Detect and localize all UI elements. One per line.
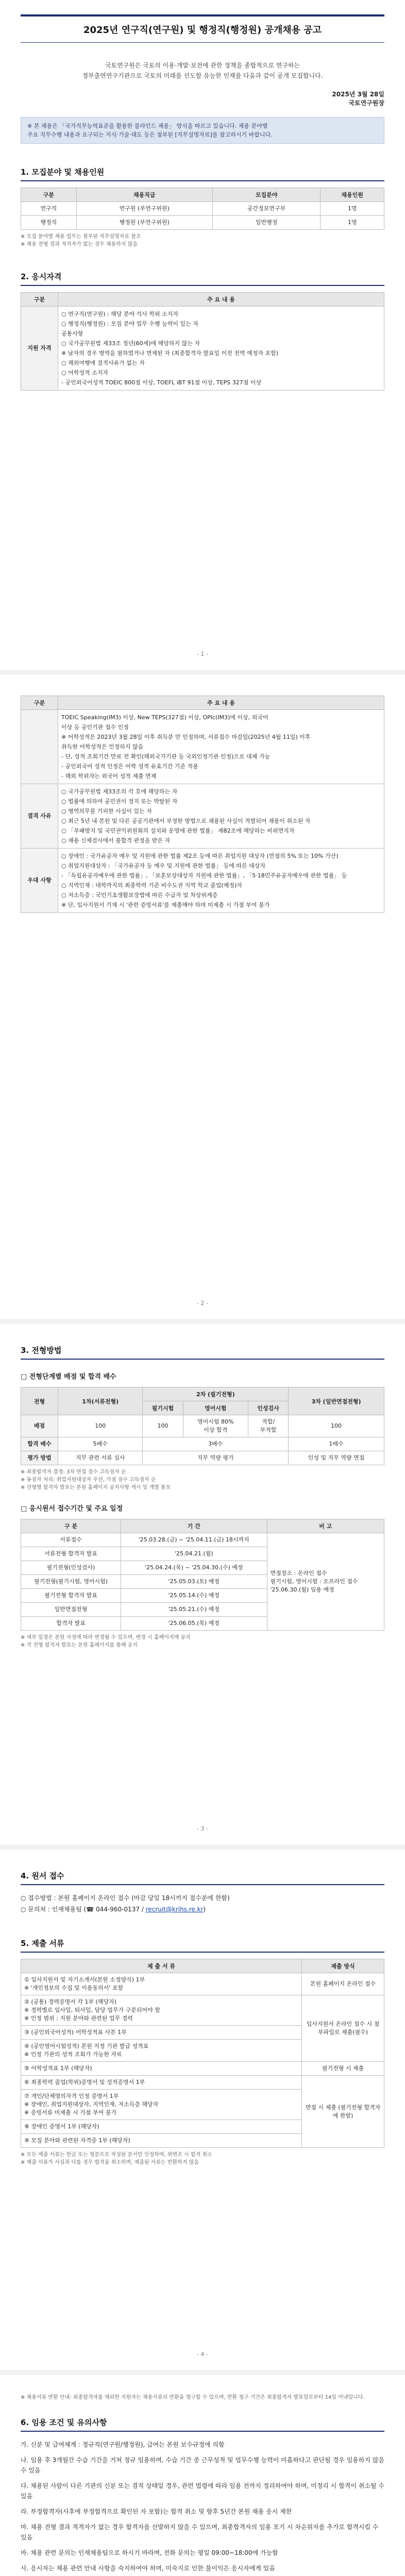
note-line: ※ 동점자 처리: 취업지원대상자 우선, 가점 점수 고득점자 순 (21, 1477, 156, 1483)
doc-cell: ⑥ 최종학력 졸업(학위)증명서 및 성적증명서 1부 (21, 2076, 302, 2090)
table-row (21, 1533, 384, 1547)
col-stage-3: 3차 (일반면접전형) (289, 1387, 384, 1415)
doc-cell: ② (공통) 경력증명서 각 1부 (해당자) ※ 경력별로 입사일, 퇴사일, 담당 업무가 구분되어야 함 ※ 인정 범위 : 지원 분야와 관련된 업무 경력 (21, 1995, 302, 2026)
way-cell: 면접 시 제출 (필기전형 합격자에 한함) (302, 2076, 384, 2148)
date-and-org (21, 90, 384, 108)
cell: 영어시험 80% 이상 합격 (183, 1415, 248, 1437)
table-row (21, 307, 384, 391)
documents-notes (21, 2151, 384, 2166)
sheet-page-4 (0, 1850, 405, 2370)
cell: 5배수 (58, 1437, 143, 1451)
contact-suffix: ) (203, 1906, 206, 1913)
notice-line-1: ※ 본 채용은 「국가직무능력표준을 활용한 블라인드 채용」 방식을 따르고 있습니다. 채용 분야별 (27, 123, 268, 129)
row-field: 일반행정 (212, 216, 320, 230)
row-grade: 행정원 (부연구위원) (76, 216, 212, 230)
recruitment-table (21, 188, 384, 230)
col-period: 기 간 (121, 1519, 267, 1533)
sched-name: 필기전형 합격자 발표 (21, 1589, 121, 1603)
table-row (21, 2076, 384, 2090)
cell: 직무 관련 서류 심사 (58, 1451, 143, 1465)
schedule-table (21, 1519, 384, 1631)
table-row (21, 1973, 384, 1995)
table-row (21, 1995, 384, 2026)
table-row (21, 1451, 384, 1465)
table-row (21, 784, 384, 849)
section-2-heading: 2. 응시자격 (21, 271, 384, 286)
sched-name: 서류전형 합격자 발표 (21, 1547, 121, 1561)
row-count: 1명 (320, 216, 384, 230)
documents-header-row (21, 1959, 384, 1973)
col-content: 주 요 내 용 (58, 696, 384, 710)
row-label-empty (21, 710, 58, 784)
row-label: 합격 배수 (21, 1437, 58, 1451)
cell: 3배수 (143, 1437, 289, 1451)
list-item: - 해외 학위자는 외국어 성적 제출 면제 (61, 773, 157, 779)
eligibility-table-continued (21, 696, 384, 913)
row-label: 우대 사항 (21, 849, 58, 913)
list-item: ○ 「부패방지 및 국민권익위원회의 설치와 운영에 관한 법률」 제82조에 해당하는 비위면직자 (61, 827, 295, 834)
stage-subheading: □ 전형단계별 배점 및 합격 배수 (21, 1373, 116, 1381)
eligibility-header-row (21, 696, 384, 710)
cell: 인성 및 직무 역량 면접 (289, 1451, 384, 1465)
row-label: 평가 방법 (21, 1451, 58, 1465)
list-item: 다. 채용된 사람이 다른 기관의 신분 또는 겸직 상태일 경우, 관련 법령에 따라 임용 전까지 정리하여야 하며, 미정리 시 합격이 취소될 수 있음 (21, 2482, 384, 2500)
col-type: 구분 (21, 293, 58, 307)
document-title: 2025년 연구직(연구원) 및 행정직(행정원) 공개채용 공고 (21, 14, 384, 43)
eligibility-header-row (21, 293, 384, 307)
col-doc: 제 출 서 류 (21, 1959, 302, 1973)
sheet-page-2 (0, 675, 405, 1319)
table-row (21, 2062, 384, 2076)
page-number: - 1 - (197, 651, 208, 657)
way-cell: 필기전형 시 제출 (302, 2062, 384, 2076)
cell: 1배수 (289, 1437, 384, 1451)
sheet-page-3 (0, 1324, 405, 1844)
row-count: 1명 (320, 202, 384, 216)
col-english: 영어시험 (183, 1401, 248, 1415)
list-item: ※ 어학성적은 2023년 3월 28일 이후 취득분 만 인정하며, 서류접수 마감일(2025년 4월 11일) 이후 (61, 734, 311, 740)
intro-line-1: 국토연구원은 국토의 이용·개발·보전에 관한 정책을 종합적으로 연구하는 (105, 62, 300, 69)
list-item: 가. 신분 및 급여체계 : 정규직(연구원/행정원), 급여는 본원 보수규정에 의함 (21, 2441, 225, 2448)
stage-notes (21, 1468, 384, 1492)
intro-text (21, 60, 384, 81)
recruitment-notes (21, 233, 384, 248)
list-item: ※ 단, 입사지원서 기재 시 '관련 증빙서류'를 제출해야 하며 미제출 시 가점 부여 불가 (61, 902, 270, 908)
row-label: 결격 사유 (21, 784, 58, 849)
notice-org: 국토연구원장 (348, 99, 384, 107)
section-5-heading: 5. 제출 서류 (21, 1938, 384, 1953)
section-6-heading: 6. 임용 조건 및 유의사항 (21, 2417, 384, 2432)
col-stage-2: 2차 (필기전형) (143, 1387, 289, 1401)
sched-period: '25.06.05.(목) 예정 (121, 1617, 267, 1631)
sched-name: 합격자 발표 (21, 1617, 121, 1631)
table-row (21, 216, 384, 230)
doc-cell: ⑧ 장애인 증명서 1부 (해당자) (21, 2120, 302, 2134)
cell: 100 (143, 1415, 183, 1437)
list-item: TOEIC Speaking(IM3) 이상, New TEPS(327점) 이상, OPIc(IM3)에 이상, 외국어 (61, 714, 268, 721)
section-3-heading: 3. 전형방법 (21, 1345, 384, 1360)
list-item: ○ 어학성적 소지자 (61, 369, 108, 376)
list-item: ○ 해외여행에 결격사유가 없는 자 (61, 360, 145, 366)
sched-remark: 면접장소 : 온라인 접수 필기시험, 영어시험 : 오프라인 접수 '25.06.30.(월) 임용 예정 (267, 1533, 384, 1631)
list-item: - 단, 성적 조회기간 만료 전 확인(해외국가기관 등 국외인정기관 인정)으로 대체 가능 (61, 753, 271, 760)
language-content (58, 710, 384, 784)
eligibility-table (21, 292, 384, 391)
sched-period: '25.05.03.(토) 예정 (121, 1575, 267, 1589)
row-label: 지원 자격 (21, 307, 58, 391)
list-item: 마. 채용 전형 결과 적격자가 없는 경우 합격자를 선발하지 않을 수 있으며, 최종합격자의 임용 포기 시 차순위자를 추가로 합격시킬 수 있음 (21, 2523, 379, 2541)
documents-table (21, 1959, 384, 2148)
schedule-header-row (21, 1519, 384, 1533)
page-number: - 3 - (197, 1825, 208, 1832)
row-field: 공간정보연구부 (212, 202, 320, 216)
stage-table (21, 1387, 384, 1465)
col-stage-1: 1차(서류전형) (58, 1387, 143, 1415)
table-row (21, 849, 384, 913)
list-item: 바. 채용 관련 문의는 인재채용팀으로 하시기 바라며, 전화 문의는 평일 09:00~18:00에 가능함 (21, 2549, 278, 2556)
note-line: ※ 전형별 합격자 발표는 본원 홈페이지 공지사항 게시 및 개별 통보 (21, 1485, 171, 1490)
recruitment-header-row (21, 188, 384, 202)
list-item: 이상 등 공인기관 접수 인정 (61, 724, 129, 731)
cell: 100 (58, 1415, 143, 1437)
preference-content (58, 849, 384, 913)
list-item: ○ 국가공무원법 제33조의 각 호에 해당하는 자 (61, 788, 178, 795)
list-item: ※ 남자의 경우 병역을 필하였거나 면제된 자 (최종합격자 발표일 이전 전역 예정자 포함) (61, 350, 279, 357)
col-way: 제출 방식 (302, 1959, 384, 1973)
note-line: ※ 최종합격자 결정: 3차 면접 점수 고득점자 순 (21, 1469, 126, 1475)
sheet-page-1 (0, 0, 405, 670)
sched-name: 일반면접전형 (21, 1603, 121, 1617)
sched-period: '25.05.14.(수) 예정 (121, 1589, 267, 1603)
list-item: ○ 연구직(연구원) : 해당 분야 석사 학위 소지자 (61, 311, 179, 317)
col-type: 구분 (21, 696, 58, 710)
table-row (21, 710, 384, 784)
sched-name: 필기전형(인성검사) (21, 1561, 121, 1575)
col-stage: 전형 (21, 1387, 58, 1415)
doc-cell: ⑦ 개인/단체명의자격 인정 증명서 1부 ※ 장애인, 취업지원대상자, 지역인재, 저소득층 해당자 ※ 증빙서류 미제출 시 가점 부여 불가 (21, 2090, 302, 2120)
contact-email-link[interactable]: recruit@krihs.re.kr (145, 1906, 204, 1913)
disqualification-content (58, 784, 384, 849)
application-info (21, 1892, 384, 1915)
row-label: 배점 (21, 1415, 58, 1437)
list-item: ○ 장애인 : 국가유공자 예우 및 지원에 관한 법률 제2조 등에 따른 취업지원 대상자 (만점의 5% 또는 10% 가산) (61, 853, 339, 859)
list-item: ○ 최근 5년 내 본원 및 다른 공공기관에서 부정한 방법으로 채용된 사실이 적발되어 채용이 취소된 자 (61, 818, 311, 824)
blind-hiring-notice (21, 117, 384, 144)
contact-line (21, 1904, 384, 1915)
col-type: 구분 (21, 188, 77, 202)
col-content: 주 요 내 용 (58, 293, 384, 307)
list-item: - 공인외국어 성적 인정은 어학 성적 유효기간 기준 적용 (61, 763, 198, 770)
doc-cell: ⑨ 모집 분야와 관련된 자격증 1부 (해당자) (21, 2134, 302, 2148)
list-item: 나. 임용 후 3개월간 수습 기간을 거쳐 정규 임용하며, 수습 기간 중 근무성적 및 업무수행 능력이 미흡하다고 판단될 경우 임용하지 않을 수 있음 (21, 2456, 384, 2474)
note-line: ※ 각 전형 합격자 발표는 본원 홈페이지를 통해 공지 (21, 1642, 138, 1648)
table-row (21, 202, 384, 216)
doc-cell: ① 입사지원서 및 자기소개서(본원 소정양식) 1부 ※ '개인정보의 수집 및 이용동의서' 포함 (21, 1973, 302, 1995)
notice-date: 2025년 3월 28일 (332, 91, 384, 98)
way-cell: 입사지원서 온라인 접수 시 첨부파일로 제출(필수) (302, 1995, 384, 2062)
list-item: 취득한 어학성적은 인정하지 않음 (61, 743, 144, 750)
sched-period: '25.04.21.(월) (121, 1547, 267, 1561)
contact-prefix: ○ 문의처 : 인재채용팀 (☎ 044-960-0137 / (21, 1906, 146, 1913)
row-type: 행정직 (21, 216, 77, 230)
sched-period: '25.03.28.(금) ~ '25.04.11.(금) 18시까지 (121, 1533, 267, 1547)
intro-line-2: 정부출연연구기관으로 국토의 미래를 선도할 유능한 인재를 다음과 같이 공개 모집합니다. (82, 72, 323, 79)
col-remark: 비 고 (267, 1519, 384, 1533)
cell: 100 (289, 1415, 384, 1437)
col-written: 필기시험 (143, 1401, 183, 1415)
section-1-heading: 1. 모집분야 및 채용인원 (21, 166, 384, 181)
apply-method: ○ 접수방법 : 본원 홈페이지 온라인 접수 (마감 당일 18시까지 접수분에 한함) (21, 1894, 230, 1902)
list-item: ○ 저소득층 : 국민기초생활보장법에 따른 수급자 및 차상위계층 (61, 892, 218, 899)
list-item: ○ 병역의무를 기피한 사실이 있는 자 (61, 808, 152, 815)
list-item: 라. 부정합격자(사후에 부정합격으로 확인된 자 포함)는 합격 취소 및 향후 5년간 본원 채용 응시 제한 (21, 2508, 292, 2515)
sheet-page-5 (0, 2375, 405, 2576)
list-item: ○ 국가공무원법 제33조 정년(60세)에 해당하지 않는 자 (61, 340, 200, 347)
list-item: ○ 채용 신체검사에서 불합격 판정을 받은 자 (61, 837, 171, 844)
section-4-heading: 4. 원서 접수 (21, 1870, 384, 1885)
col-field: 모집분야 (212, 188, 320, 202)
stage-header-row (21, 1387, 384, 1401)
list-item: ○ 법률에 의하여 공민권이 정지 또는 박탈된 자 (61, 798, 178, 805)
list-item: ○ 지역인재 : 대학까지의 최종학력 기준 비수도권 지역 학교 졸업(예정)자 (61, 882, 242, 889)
note-line: ※ 제출 서류가 사실과 다를 경우 합격을 취소하며, 제출된 서류는 반환하지 않음 (21, 2160, 199, 2165)
conditions-list (21, 2439, 384, 2576)
table-row (21, 1415, 384, 1437)
eligibility-content (58, 307, 384, 391)
sched-name: 필기전형(필기시험, 영어시험) (21, 1575, 121, 1589)
page-number: - 2 - (197, 1300, 208, 1307)
row-type: 연구직 (21, 202, 77, 216)
doc-cell: ⑤ 어학성적표 1부 (해당자) (21, 2062, 302, 2076)
list-item: 사. 응시자는 채용 관련 안내 사항을 숙지하여야 하며, 미숙지로 인한 불이익은 응시자에게 있음 (21, 2565, 275, 2572)
return-notice: ※ 채용서류 반환 안내: 최종합격자를 제외한 지원자는 채용서류의 반환을 청구할 수 있으며, 반환 청구 기간은 최종합격자 발표일로부터 14일 이내입니다. (21, 2395, 365, 2400)
schedule-subheading: □ 응시원서 접수기간 및 주요 일정 (21, 1505, 123, 1513)
way-cell: 본원 홈페이지 온라인 접수 (302, 1973, 384, 1995)
sched-name: 서류접수 (21, 1533, 121, 1547)
list-item: - 「독립유공자예우에 관한 법률」, 「보훈보상대상자 지원에 관한 법률」, 「5·18민주유공자예우에 관한 법률」 등 (61, 872, 347, 879)
col-personality: 인성검사 (248, 1401, 289, 1415)
notice-line-2: 주요 직무수행 내용과 요구되는 지식·기술·태도 등은 첨부된 [직무설명자료]를 참고하시기 바랍니다. (27, 131, 273, 138)
list-item: 공통사항 (61, 330, 83, 337)
col-grade: 채용직급 (76, 188, 212, 202)
note-line: ※ 세부 일정은 본원 사정에 따라 변경될 수 있으며, 변경 시 홈페이지에 공지 (21, 1635, 191, 1640)
col-count: 채용인원 (320, 188, 384, 202)
list-item: - 공인외국어성적 TOEIC 800점 이상, TOEFL iBT 91점 이상, TEPS 327점 이상 (61, 379, 262, 386)
note-line: ※ 모집 분야별 채용 업무는 첨부된 직무설명자료 참조 (21, 234, 141, 240)
doc-cell: ④ (공인영어시험성적) 본원 지정 기관 발급 성적표 ※ 인정 기관의 성적 조회가 가능한 자료 (21, 2040, 302, 2062)
sched-period: '25.04.24.(목) ~ '25.04.30.(수) 예정 (121, 1561, 267, 1575)
cell: 직무 역량 평가 (143, 1451, 289, 1465)
list-item: ○ 취업지원대상자 : 「국가유공자 등 예우 및 지원에 관한 법률」 등에 따른 대상자 (61, 862, 266, 869)
cell: 적합/ 부적합 (248, 1415, 289, 1437)
page-number: - 4 - (197, 2351, 208, 2358)
doc-cell: ③ (공인외국어성적) 어학성적표 사본 1부 (21, 2026, 302, 2040)
list-item: ○ 행정직(행정원) : 모집 분야 업무 수행 능력이 있는 자 (61, 320, 198, 327)
note-line: ※ 모든 제출 서류는 한글 또는 영문으로 작성된 문서만 인정하며, 위변조 시 합격 취소 (21, 2152, 212, 2158)
schedule-notes (21, 1634, 384, 1649)
row-grade: 연구원 (부연구위원) (76, 202, 212, 216)
col-name: 구 분 (21, 1519, 121, 1533)
sched-period: '25.05.21.(수) 예정 (121, 1603, 267, 1617)
table-row (21, 1437, 384, 1451)
note-line: ※ 채용 전형 결과 적격자가 없는 경우 채용하지 않음 (21, 242, 138, 247)
